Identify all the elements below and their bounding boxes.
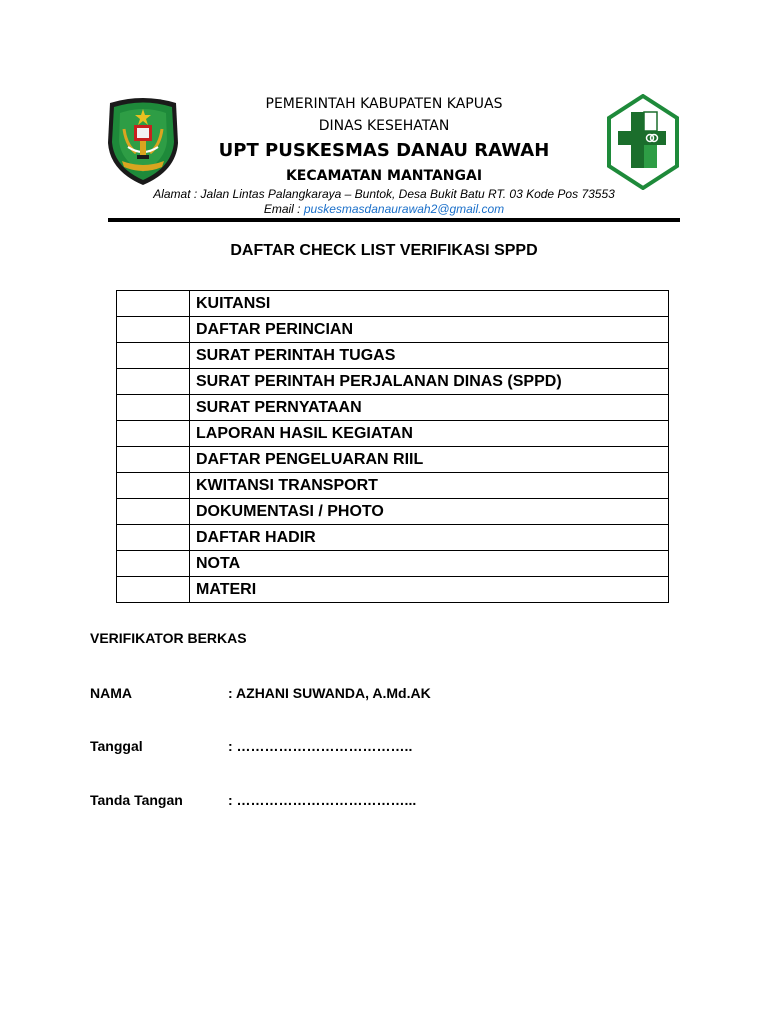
checklist-item-label: DAFTAR PERINCIAN	[190, 317, 669, 343]
date-label: Tanggal	[90, 738, 143, 754]
check-cell[interactable]	[117, 577, 190, 603]
check-cell[interactable]	[117, 421, 190, 447]
checklist-item-label: MATERI	[190, 577, 669, 603]
checklist-item-label: SURAT PERNYATAAN	[190, 395, 669, 421]
signature-label: Tanda Tangan	[90, 792, 183, 808]
checklist-item-label: SURAT PERINTAH TUGAS	[190, 343, 669, 369]
check-cell[interactable]	[117, 525, 190, 551]
signature-field[interactable]: : ………………………………...	[228, 792, 417, 808]
check-cell[interactable]	[117, 395, 190, 421]
check-cell[interactable]	[117, 369, 190, 395]
checklist-item-label: DAFTAR PENGELUARAN RIIL	[190, 447, 669, 473]
check-cell[interactable]	[117, 343, 190, 369]
checklist-row	[117, 369, 669, 395]
email-label: Email :	[263, 202, 304, 216]
check-cell[interactable]	[117, 317, 190, 343]
government-name: PEMERINTAH KABUPATEN KAPUAS	[265, 96, 503, 112]
check-cell[interactable]	[117, 499, 190, 525]
check-cell[interactable]	[117, 473, 190, 499]
name-label: NAMA	[90, 685, 132, 701]
checklist-row	[117, 447, 669, 473]
checklist-item-label: KWITANSI TRANSPORT	[190, 473, 669, 499]
checklist-table	[116, 290, 669, 603]
document-title: DAFTAR CHECK LIST VERIFIKASI SPPD	[230, 242, 538, 259]
checklist-row	[117, 291, 669, 317]
district-name: KECAMATAN MANTANGAI	[285, 168, 483, 184]
verifier-heading: VERIFIKATOR BERKAS	[90, 630, 247, 646]
checklist-row	[117, 577, 669, 603]
institution-name: UPT PUSKESMAS DANAU RAWAH	[218, 140, 550, 161]
checklist-item-label: NOTA	[190, 551, 669, 577]
name-value: : AZHANI SUWANDA, A.Md.AK	[228, 685, 431, 701]
date-field[interactable]: : ………………………………..	[228, 738, 413, 754]
email-line	[100, 202, 668, 216]
checklist-row	[117, 525, 669, 551]
checklist-row	[117, 395, 669, 421]
agency-name: DINAS KESEHATAN	[318, 118, 450, 134]
check-cell[interactable]	[117, 291, 190, 317]
checklist-item-label: KUITANSI	[190, 291, 669, 317]
checklist-row	[117, 473, 669, 499]
checklist-item-label: DAFTAR HADIR	[190, 525, 669, 551]
checklist-item-label: SURAT PERINTAH PERJALANAN DINAS (SPPD)	[190, 369, 669, 395]
checklist-row	[117, 421, 669, 447]
check-cell[interactable]	[117, 447, 190, 473]
checklist-row	[117, 551, 669, 577]
header-divider	[108, 218, 680, 222]
email-link[interactable]: puskesmasdanaurawah2@gmail.com	[303, 202, 505, 216]
checklist-item-label: LAPORAN HASIL KEGIATAN	[190, 421, 669, 447]
address-line: Alamat : Jalan Lintas Palangkaraya – Buntok, Desa Bukit Batu RT. 03 Kode Pos 73553	[153, 187, 615, 201]
checklist-item-label: DOKUMENTASI / PHOTO	[190, 499, 669, 525]
checklist-row	[117, 317, 669, 343]
checklist-row	[117, 499, 669, 525]
checklist-row	[117, 343, 669, 369]
check-cell[interactable]	[117, 551, 190, 577]
